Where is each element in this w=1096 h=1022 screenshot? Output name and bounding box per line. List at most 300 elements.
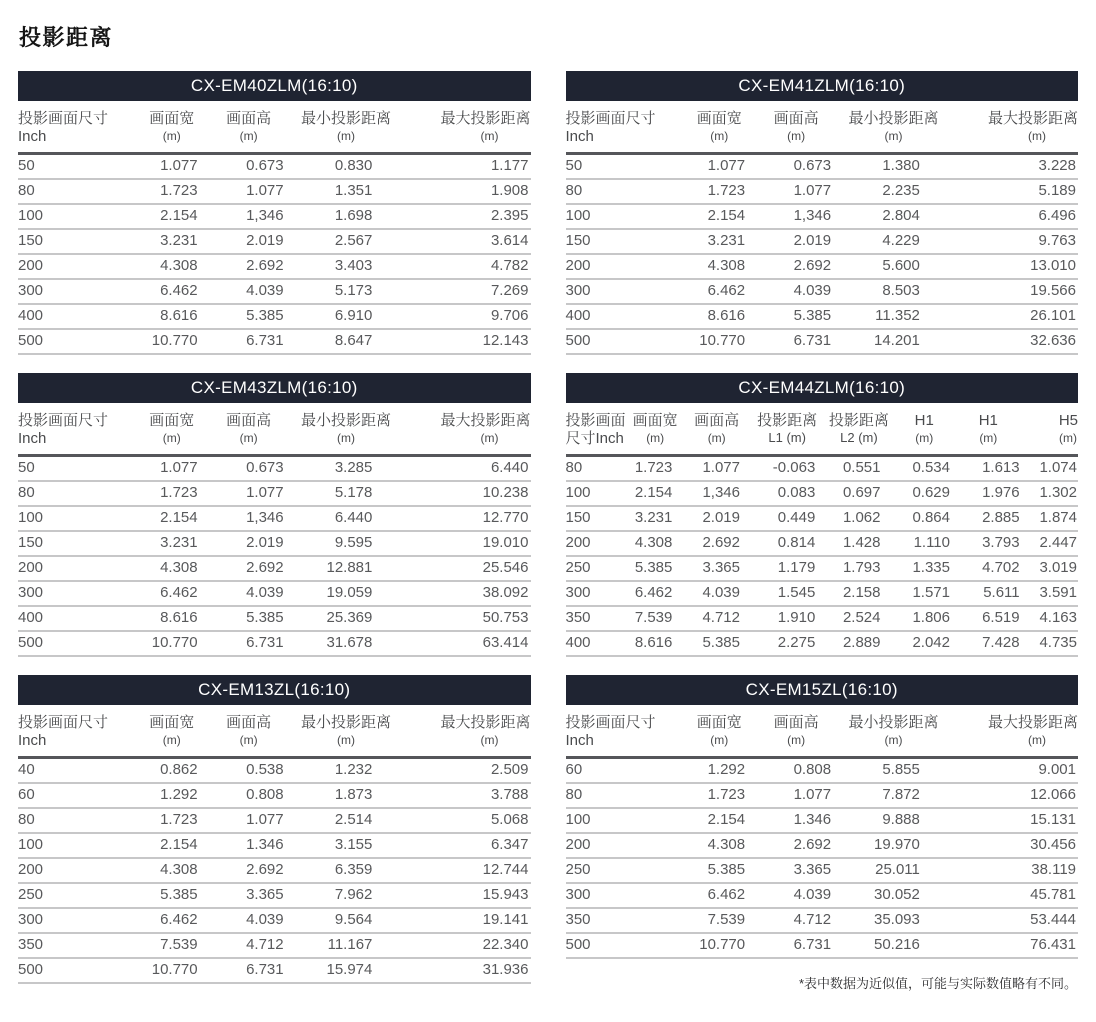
column-header <box>950 705 1078 758</box>
column-header-sub: (m) <box>646 431 665 445</box>
value-cell: 30.052 <box>837 883 950 908</box>
table-row <box>566 456 1079 482</box>
size-inch-cell: 350 <box>18 933 136 958</box>
table-row <box>566 631 1079 656</box>
value-cell: 1.074 <box>1022 456 1078 482</box>
table-row <box>566 581 1079 606</box>
size-inch-cell: 300 <box>566 581 628 606</box>
value-cell: 4.712 <box>208 933 290 958</box>
value-cell: 5.385 <box>208 304 290 329</box>
value-cell: 3.155 <box>290 833 403 858</box>
value-cell: 11.167 <box>290 933 403 958</box>
column-header-sub: (m) <box>787 733 806 747</box>
column-header <box>18 403 136 456</box>
value-cell: 3.365 <box>683 556 750 581</box>
value-cell: 2.804 <box>837 204 950 229</box>
column-header-sub: L1 (m) <box>768 430 806 445</box>
value-cell: 1.335 <box>894 556 956 581</box>
column-header <box>950 101 1078 154</box>
table-row <box>566 204 1079 229</box>
column-header-sub: Inch <box>18 430 47 447</box>
value-cell: 31.678 <box>290 631 403 656</box>
table-title-bar: CX-EM44ZLM(16:10) <box>566 373 1079 403</box>
column-header-label: H1 <box>978 412 998 429</box>
projection-table <box>18 101 531 355</box>
header-row <box>566 403 1079 456</box>
value-cell: 6.731 <box>755 933 837 958</box>
value-cell: 1.723 <box>136 179 208 204</box>
value-cell: 6.462 <box>136 279 208 304</box>
size-inch-cell: 40 <box>18 758 136 784</box>
column-header-sub: (m) <box>480 733 499 747</box>
tables-grid <box>18 71 1078 992</box>
table-row <box>18 254 531 279</box>
column-header-sub: (m) <box>162 733 181 747</box>
value-cell: 2.509 <box>402 758 530 784</box>
column-header-label: 画面高 <box>694 412 740 429</box>
value-cell: 3.228 <box>950 154 1078 180</box>
value-cell: 9.001 <box>950 758 1078 784</box>
value-cell: 2.692 <box>208 556 290 581</box>
value-cell: 0.551 <box>824 456 893 482</box>
value-cell: 0.808 <box>755 758 837 784</box>
table-row <box>566 481 1079 506</box>
column-header-sub: (m) <box>707 431 726 445</box>
value-cell: 15.974 <box>290 958 403 983</box>
table-row <box>566 329 1079 354</box>
column-header-sub: (m) <box>480 431 499 445</box>
value-cell: 2.889 <box>824 631 893 656</box>
value-cell: 9.595 <box>290 531 403 556</box>
value-cell: 9.706 <box>402 304 530 329</box>
table-row <box>566 531 1079 556</box>
projection-table <box>566 403 1079 657</box>
value-cell: 2.692 <box>755 254 837 279</box>
size-inch-cell: 50 <box>18 456 136 482</box>
value-cell: 1.232 <box>290 758 403 784</box>
value-cell: 0.673 <box>208 154 290 180</box>
column-header-label: 最小投影距离 <box>848 714 939 731</box>
value-cell: 1.908 <box>402 179 530 204</box>
column-header-sub: (m) <box>1028 129 1046 143</box>
value-cell: 1.077 <box>208 179 290 204</box>
value-cell: 1.351 <box>290 179 403 204</box>
column-header <box>824 403 893 456</box>
size-inch-cell: 500 <box>566 329 684 354</box>
table-title-bar: CX-EM13ZL(16:10) <box>18 675 531 705</box>
value-cell: 5.611 <box>955 581 1022 606</box>
size-inch-cell: 100 <box>566 808 684 833</box>
value-cell: 1.613 <box>955 456 1022 482</box>
value-cell: 15.943 <box>402 883 530 908</box>
column-header-label: 投影距离 <box>757 412 818 429</box>
value-cell: 3.614 <box>402 229 530 254</box>
projection-table <box>18 403 531 657</box>
value-cell: 1,346 <box>208 506 290 531</box>
value-cell: 19.970 <box>837 833 950 858</box>
table-title-bar: CX-EM15ZL(16:10) <box>566 675 1079 705</box>
value-cell: 1.723 <box>627 456 683 482</box>
column-header-sub: (m) <box>239 129 258 143</box>
page-title: 投影距离 <box>19 25 114 50</box>
value-cell: 8.616 <box>136 606 208 631</box>
value-cell: 1.110 <box>894 531 956 556</box>
value-cell: 2.154 <box>136 833 208 858</box>
value-cell: 7.962 <box>290 883 403 908</box>
value-cell: 2.514 <box>290 808 403 833</box>
value-cell: 25.369 <box>290 606 403 631</box>
table-row <box>566 783 1079 808</box>
value-cell: 8.647 <box>290 329 403 354</box>
column-header-label: 投影距离 <box>828 412 889 429</box>
value-cell: 1.698 <box>290 204 403 229</box>
column-header-sub: Inch <box>565 732 594 749</box>
value-cell: 9.564 <box>290 908 403 933</box>
size-inch-cell: 150 <box>18 531 136 556</box>
table-section-cx-em41zlm <box>566 71 1079 355</box>
value-cell: 0.830 <box>290 154 403 180</box>
size-inch-cell: 500 <box>18 958 136 983</box>
column-header-sub: Inch <box>18 732 47 749</box>
table-row <box>18 933 531 958</box>
column-header-label: 投影画面尺寸 <box>565 714 656 731</box>
size-inch-cell: 60 <box>18 783 136 808</box>
column-header <box>894 403 956 456</box>
value-cell: 0.862 <box>136 758 208 784</box>
table-row <box>18 154 531 180</box>
table-row <box>18 481 531 506</box>
table-row <box>566 908 1079 933</box>
table-row <box>18 758 531 784</box>
value-cell: 3.365 <box>208 883 290 908</box>
value-cell: 19.059 <box>290 581 403 606</box>
value-cell: 3.231 <box>136 229 208 254</box>
value-cell: 1.723 <box>136 808 208 833</box>
table-row <box>18 581 531 606</box>
size-inch-cell: 80 <box>18 179 136 204</box>
size-inch-cell: 300 <box>18 908 136 933</box>
table-row <box>566 154 1079 180</box>
table-row <box>18 908 531 933</box>
value-cell: 2.019 <box>208 229 290 254</box>
table-section-cx-em15zl <box>566 675 1079 959</box>
value-cell: 5.178 <box>290 481 403 506</box>
value-cell: 3.231 <box>627 506 683 531</box>
value-cell: 6.462 <box>683 883 755 908</box>
value-cell: 2.154 <box>136 204 208 229</box>
column-header-label: 画面宽 <box>149 714 195 731</box>
size-inch-cell: 250 <box>18 883 136 908</box>
value-cell: 2.275 <box>750 631 824 656</box>
value-cell: 4.039 <box>208 581 290 606</box>
value-cell: 1.428 <box>824 531 893 556</box>
value-cell: 2.692 <box>208 858 290 883</box>
column-header-label: 最大投影距离 <box>440 714 531 731</box>
value-cell: 3.403 <box>290 254 403 279</box>
value-cell: 1.976 <box>955 481 1022 506</box>
column-header-label: 最小投影距离 <box>300 110 391 127</box>
value-cell: 15.131 <box>950 808 1078 833</box>
value-cell: 7.428 <box>955 631 1022 656</box>
size-inch-cell: 400 <box>566 304 684 329</box>
value-cell: 8.616 <box>627 631 683 656</box>
value-cell: 5.385 <box>136 883 208 908</box>
value-cell: 1.380 <box>837 154 950 180</box>
value-cell: 4.308 <box>136 556 208 581</box>
value-cell: 4.308 <box>136 858 208 883</box>
value-cell: 19.566 <box>950 279 1078 304</box>
table-row <box>566 883 1079 908</box>
value-cell: 4.039 <box>755 883 837 908</box>
value-cell: 6.731 <box>208 631 290 656</box>
value-cell: 0.673 <box>208 456 290 482</box>
column-header-sub: (m) <box>710 733 729 747</box>
column-header-label: 画面高 <box>773 110 819 127</box>
table-row <box>18 783 531 808</box>
value-cell: 12.744 <box>402 858 530 883</box>
value-cell: 1.302 <box>1022 481 1078 506</box>
value-cell: 2.154 <box>683 204 755 229</box>
size-inch-cell: 300 <box>566 279 684 304</box>
column-header-label: 画面高 <box>226 110 272 127</box>
value-cell: 6.347 <box>402 833 530 858</box>
value-cell: 1.077 <box>755 783 837 808</box>
column-header <box>837 705 950 758</box>
size-inch-cell: 500 <box>18 631 136 656</box>
value-cell: 2.692 <box>208 254 290 279</box>
table-section-cx-em13zl <box>18 675 531 984</box>
column-header-sub: Inch <box>565 128 594 145</box>
value-cell: 7.539 <box>683 908 755 933</box>
table-row <box>566 556 1079 581</box>
table-row <box>566 808 1079 833</box>
table-row <box>18 556 531 581</box>
value-cell: 5.385 <box>683 631 750 656</box>
column-header-sub: (m) <box>884 129 903 143</box>
value-cell: 31.936 <box>402 958 530 983</box>
value-cell: 12.770 <box>402 506 530 531</box>
header-row <box>566 705 1079 758</box>
table-row <box>566 254 1079 279</box>
value-cell: 2.158 <box>824 581 893 606</box>
column-header <box>208 403 290 456</box>
value-cell: 4.039 <box>755 279 837 304</box>
value-cell: 5.855 <box>837 758 950 784</box>
size-inch-cell: 100 <box>18 833 136 858</box>
table-row <box>566 833 1079 858</box>
table-title-bar: CX-EM43ZLM(16:10) <box>18 373 531 403</box>
value-cell: 1,346 <box>683 481 750 506</box>
size-inch-cell: 200 <box>566 833 684 858</box>
value-cell: 2.019 <box>755 229 837 254</box>
value-cell: 6.359 <box>290 858 403 883</box>
column-header-sub: (m) <box>337 733 355 747</box>
column-header <box>755 705 837 758</box>
column-header <box>136 101 208 154</box>
value-cell: 0.673 <box>755 154 837 180</box>
column-header-sub: (m) <box>915 431 934 445</box>
value-cell: 2.019 <box>208 531 290 556</box>
value-cell: 3.019 <box>1022 556 1078 581</box>
value-cell: 6.462 <box>136 908 208 933</box>
table-row <box>566 858 1079 883</box>
value-cell: 1.723 <box>683 783 755 808</box>
value-cell: 6.462 <box>683 279 755 304</box>
size-inch-cell: 80 <box>566 783 684 808</box>
value-cell: 35.093 <box>837 908 950 933</box>
column-header <box>1022 403 1078 456</box>
value-cell: 2.692 <box>683 531 750 556</box>
value-cell: 4.308 <box>136 254 208 279</box>
value-cell: 9.763 <box>950 229 1078 254</box>
column-header-sub: 尺寸Inch <box>565 430 624 447</box>
size-inch-cell: 350 <box>566 908 684 933</box>
value-cell: 6.440 <box>290 506 403 531</box>
value-cell: 1.873 <box>290 783 403 808</box>
value-cell: 7.872 <box>837 783 950 808</box>
column-header-sub: (m) <box>337 431 355 445</box>
value-cell: 1.077 <box>683 456 750 482</box>
table-row <box>566 279 1079 304</box>
column-header-label: 画面宽 <box>696 714 742 731</box>
table-row <box>18 179 531 204</box>
size-inch-cell: 300 <box>566 883 684 908</box>
value-cell: 30.456 <box>950 833 1078 858</box>
value-cell: 1.874 <box>1022 506 1078 531</box>
column-header <box>208 705 290 758</box>
value-cell: 4.308 <box>683 254 755 279</box>
size-inch-cell: 500 <box>18 329 136 354</box>
header-row <box>566 101 1079 154</box>
column-header <box>402 403 530 456</box>
value-cell: 1.292 <box>683 758 755 784</box>
value-cell: 1.346 <box>208 833 290 858</box>
value-cell: 0.534 <box>894 456 956 482</box>
table-title-bar: CX-EM40ZLM(16:10) <box>18 71 531 101</box>
table-row <box>566 606 1079 631</box>
size-inch-cell: 100 <box>566 481 628 506</box>
column-header-sub: (m) <box>337 129 355 143</box>
value-cell: 6.440 <box>402 456 530 482</box>
size-inch-cell: 500 <box>566 933 684 958</box>
column-header-label: 投影画面尺寸 <box>18 714 109 731</box>
size-inch-cell: 200 <box>18 254 136 279</box>
size-inch-cell: 150 <box>566 506 628 531</box>
column-header <box>627 403 683 456</box>
value-cell: 2.154 <box>136 506 208 531</box>
table-row <box>18 229 531 254</box>
column-header-sub: (m) <box>884 733 903 747</box>
value-cell: 0.449 <box>750 506 824 531</box>
value-cell: 2.692 <box>755 833 837 858</box>
value-cell: 1.793 <box>824 556 893 581</box>
column-header-label: 最小投影距离 <box>300 714 391 731</box>
footnote: *表中数据为近似值，可能与实际数值略有不同。 <box>798 976 1077 991</box>
column-header-label: H5 <box>1058 412 1078 429</box>
value-cell: 1.723 <box>136 481 208 506</box>
projection-table <box>18 705 531 984</box>
table-row <box>566 304 1079 329</box>
value-cell: 2.154 <box>683 808 755 833</box>
column-header <box>683 101 755 154</box>
value-cell: 19.010 <box>402 531 530 556</box>
value-cell: 25.011 <box>837 858 950 883</box>
value-cell: 5.385 <box>683 858 755 883</box>
value-cell: 1.545 <box>750 581 824 606</box>
value-cell: 10.770 <box>136 329 208 354</box>
value-cell: 76.431 <box>950 933 1078 958</box>
value-cell: 0.697 <box>824 481 893 506</box>
value-cell: 3.231 <box>136 531 208 556</box>
column-header-label: 最大投影距离 <box>987 714 1078 731</box>
column-header <box>136 705 208 758</box>
column-header <box>402 101 530 154</box>
value-cell: 9.888 <box>837 808 950 833</box>
value-cell: 2.395 <box>402 204 530 229</box>
column-header-label: 画面宽 <box>149 110 195 127</box>
column-header-label: 画面高 <box>226 714 272 731</box>
header-row <box>18 101 531 154</box>
column-header <box>402 705 530 758</box>
column-header-sub: (m) <box>979 431 998 445</box>
column-header <box>290 705 403 758</box>
column-header <box>837 101 950 154</box>
table-row <box>18 606 531 631</box>
value-cell: 10.770 <box>136 958 208 983</box>
value-cell: 1.179 <box>750 556 824 581</box>
size-inch-cell: 80 <box>566 179 684 204</box>
column-header-label: 最小投影距离 <box>848 110 939 127</box>
column-header-sub: (m) <box>162 431 181 445</box>
value-cell: 3.591 <box>1022 581 1078 606</box>
value-cell: 6.731 <box>208 329 290 354</box>
table-row <box>18 456 531 482</box>
value-cell: 32.636 <box>950 329 1078 354</box>
value-cell: 8.503 <box>837 279 950 304</box>
size-inch-cell: 300 <box>18 279 136 304</box>
size-inch-cell: 100 <box>18 506 136 531</box>
value-cell: 10.238 <box>402 481 530 506</box>
value-cell: 5.600 <box>837 254 950 279</box>
value-cell: 7.539 <box>627 606 683 631</box>
size-inch-cell: 80 <box>18 808 136 833</box>
value-cell: 3.788 <box>402 783 530 808</box>
column-header <box>683 705 755 758</box>
value-cell: 1.062 <box>824 506 893 531</box>
value-cell: 26.101 <box>950 304 1078 329</box>
value-cell: 1.723 <box>683 179 755 204</box>
value-cell: 1,346 <box>208 204 290 229</box>
value-cell: 1.077 <box>683 154 755 180</box>
value-cell: 12.881 <box>290 556 403 581</box>
size-inch-cell: 200 <box>18 858 136 883</box>
value-cell: 25.546 <box>402 556 530 581</box>
right-bottom-cell <box>566 675 1079 992</box>
value-cell: 22.340 <box>402 933 530 958</box>
value-cell: 2.885 <box>955 506 1022 531</box>
value-cell: 63.414 <box>402 631 530 656</box>
column-header-label: 投影画面尺寸 <box>565 110 656 127</box>
column-header-sub: Inch <box>18 128 47 145</box>
value-cell: 10.770 <box>683 329 755 354</box>
table-row <box>18 531 531 556</box>
table-row <box>18 883 531 908</box>
value-cell: 45.781 <box>950 883 1078 908</box>
size-inch-cell: 400 <box>18 606 136 631</box>
column-header-label: 最大投影距离 <box>440 412 531 429</box>
value-cell: 6.462 <box>627 581 683 606</box>
column-header-label: 画面宽 <box>632 412 678 429</box>
